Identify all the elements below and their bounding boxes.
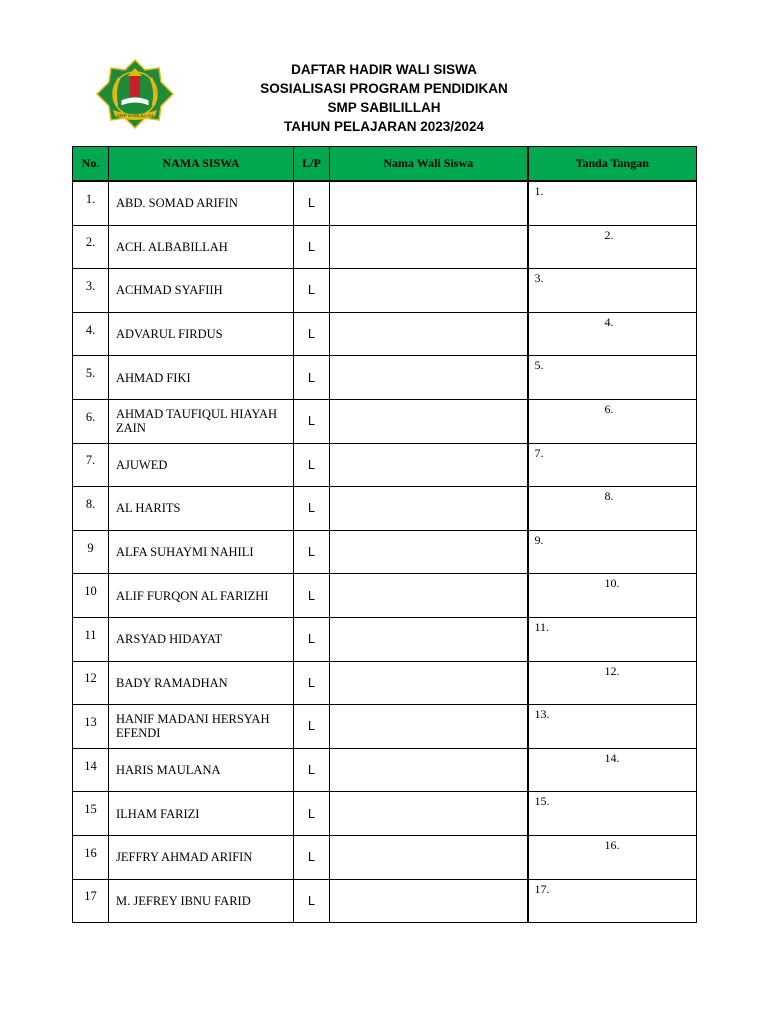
guardian-name-field[interactable]	[330, 617, 528, 661]
header-school: SMP SABILILLAH	[327, 100, 441, 115]
signature-field[interactable]	[528, 705, 697, 749]
signature-field[interactable]	[528, 443, 697, 487]
student-name: HANIF MADANI HERSYAH EFENDI	[109, 705, 294, 749]
row-number: 9	[87, 540, 94, 555]
signature-field[interactable]	[528, 269, 697, 313]
row-number: 8.	[85, 496, 96, 511]
signature-field[interactable]	[528, 356, 697, 400]
gender: L	[294, 356, 330, 400]
signature-field[interactable]	[528, 835, 697, 879]
signature-field[interactable]	[528, 530, 697, 574]
table-row	[73, 748, 697, 792]
table-row	[73, 574, 697, 618]
table-row	[73, 312, 697, 356]
signature-field[interactable]	[528, 879, 697, 923]
row-number: 10	[84, 584, 97, 599]
gender: L	[294, 487, 330, 531]
signature-number: 3.	[534, 271, 544, 286]
guardian-name-field[interactable]	[330, 748, 528, 792]
signature-number: 16.	[604, 837, 620, 852]
row-number-cell	[73, 443, 109, 487]
row-number-cell	[73, 530, 109, 574]
gender: L	[294, 792, 330, 836]
signature-field[interactable]	[528, 181, 697, 225]
student-name: BADY RAMADHAN	[109, 661, 294, 705]
gender: L	[294, 530, 330, 574]
guardian-name-field[interactable]	[330, 225, 528, 269]
table-row	[73, 792, 697, 836]
student-name: ACH. ALBABILLAH	[109, 225, 294, 269]
school-emblem-icon	[95, 58, 175, 130]
guardian-name-field[interactable]	[330, 181, 528, 225]
header-year: TAHUN PELAJARAN 2023/2024	[283, 119, 485, 134]
signature-number: 4.	[604, 314, 614, 329]
row-number: 2.	[85, 235, 96, 250]
row-number: 5.	[85, 366, 96, 381]
row-number-cell	[73, 225, 109, 269]
signature-number: 1.	[534, 184, 544, 198]
student-name: AJUWED	[109, 443, 294, 487]
table-row	[73, 617, 697, 661]
guardian-name-field[interactable]	[330, 879, 528, 923]
guardian-name-field[interactable]	[330, 269, 528, 313]
row-number: 11	[84, 627, 97, 642]
row-number: 14	[84, 758, 97, 773]
student-name: ABD. SOMAD ARIFIN	[109, 181, 294, 225]
student-name: ADVARUL FIRDUS	[109, 312, 294, 356]
signature-number: 11.	[534, 619, 550, 634]
student-name: M. JEFREY IBNU FARID	[109, 879, 294, 923]
signature-number: 2.	[604, 227, 614, 242]
signature-field[interactable]	[528, 574, 697, 618]
gender: L	[294, 399, 330, 443]
table-row	[73, 879, 697, 923]
col-header-gender: L/P	[294, 147, 330, 182]
guardian-name-field[interactable]	[330, 530, 528, 574]
signature-number: 14.	[604, 750, 620, 765]
header-subtitle: SOSIALISASI PROGRAM PENDIDIKAN	[260, 81, 508, 96]
table-row	[73, 705, 697, 749]
table-row	[73, 269, 697, 313]
gender: L	[294, 835, 330, 879]
gender: L	[294, 312, 330, 356]
row-number: 16	[84, 845, 97, 860]
row-number: 1.	[85, 191, 96, 206]
signature-number: 5.	[534, 358, 544, 373]
row-number-cell	[73, 269, 109, 313]
table-row	[73, 356, 697, 400]
student-name: AHMAD TAUFIQUL HIAYAH ZAIN	[109, 399, 294, 443]
row-number-cell	[73, 879, 109, 923]
row-number-cell	[73, 356, 109, 400]
gender: L	[294, 225, 330, 269]
row-number-cell	[73, 399, 109, 443]
attendance-table	[72, 146, 697, 923]
gender: L	[294, 269, 330, 313]
student-name: ALFA SUHAYMI NAHILI	[109, 530, 294, 574]
guardian-name-field[interactable]	[330, 312, 528, 356]
col-header-student-name: NAMA SISWA	[109, 147, 294, 182]
student-name: AL HARITS	[109, 487, 294, 531]
signature-number: 10.	[604, 576, 620, 591]
row-number-cell	[73, 487, 109, 531]
row-number-cell	[73, 617, 109, 661]
row-number-cell	[73, 705, 109, 749]
gender: L	[294, 705, 330, 749]
student-name: HARIS MAULANA	[109, 748, 294, 792]
table-row	[73, 661, 697, 705]
gender: L	[294, 181, 330, 225]
row-number: 17	[84, 889, 97, 904]
row-number: 13	[84, 714, 97, 729]
student-name: ILHAM FARIZI	[109, 792, 294, 836]
signature-field[interactable]	[528, 792, 697, 836]
signature-number: 6.	[604, 401, 614, 416]
signature-field[interactable]	[528, 748, 697, 792]
row-number: 12	[84, 671, 97, 686]
signature-field[interactable]	[528, 312, 697, 356]
signature-field[interactable]	[528, 399, 697, 443]
gender: L	[294, 879, 330, 923]
svg-text:SMP SABILILLAH: SMP SABILILLAH	[116, 113, 154, 118]
row-number-cell	[73, 574, 109, 618]
table-row	[73, 181, 697, 225]
row-number: 7.	[85, 453, 96, 468]
signature-number: 8.	[604, 489, 614, 504]
signature-field[interactable]	[528, 225, 697, 269]
gender: L	[294, 443, 330, 487]
table-row	[73, 399, 697, 443]
table-header-row	[73, 147, 697, 182]
signature-field[interactable]	[528, 617, 697, 661]
row-number-cell	[73, 835, 109, 879]
row-number-cell	[73, 661, 109, 705]
row-number-cell	[73, 748, 109, 792]
table-row	[73, 225, 697, 269]
gender: L	[294, 748, 330, 792]
student-name: ALIF FURQON AL FARIZHI	[109, 574, 294, 618]
guardian-name-field[interactable]	[330, 399, 528, 443]
signature-number: 17.	[534, 881, 550, 896]
table-row	[73, 835, 697, 879]
document-header	[200, 60, 568, 136]
guardian-name-field[interactable]	[330, 574, 528, 618]
row-number-cell	[73, 792, 109, 836]
table-row	[73, 530, 697, 574]
header-title: DAFTAR HADIR WALI SISWA	[291, 62, 477, 77]
signature-number: 13.	[534, 707, 550, 722]
guardian-name-field[interactable]	[330, 487, 528, 531]
row-number-cell	[73, 181, 109, 225]
signature-number: 15.	[534, 794, 550, 809]
signature-field[interactable]	[528, 487, 697, 531]
school-logo	[95, 58, 175, 130]
student-name: JEFFRY AHMAD ARIFIN	[109, 835, 294, 879]
student-name: ACHMAD SYAFIIH	[109, 269, 294, 313]
signature-number: 7.	[534, 445, 544, 460]
guardian-name-field[interactable]	[330, 705, 528, 749]
guardian-name-field[interactable]	[330, 792, 528, 836]
gender: L	[294, 617, 330, 661]
row-number: 4.	[85, 322, 96, 337]
row-number: 6.	[85, 409, 96, 424]
col-header-signature: Tanda Tangan	[528, 147, 697, 182]
row-number: 15	[84, 802, 97, 817]
table-row	[73, 487, 697, 531]
row-number-cell	[73, 312, 109, 356]
signature-number: 12.	[604, 663, 620, 678]
student-name: ARSYAD HIDAYAT	[109, 617, 294, 661]
signature-number: 9.	[534, 532, 544, 547]
guardian-name-field[interactable]	[330, 356, 528, 400]
guardian-name-field[interactable]	[330, 443, 528, 487]
col-header-guardian-name: Nama Wali Siswa	[330, 147, 528, 182]
gender: L	[294, 574, 330, 618]
col-header-no: No.	[73, 147, 109, 182]
student-name: AHMAD FIKI	[109, 356, 294, 400]
guardian-name-field[interactable]	[330, 661, 528, 705]
table-row	[73, 443, 697, 487]
row-number: 3.	[85, 278, 96, 293]
signature-field[interactable]	[528, 661, 697, 705]
guardian-name-field[interactable]	[330, 835, 528, 879]
gender: L	[294, 661, 330, 705]
